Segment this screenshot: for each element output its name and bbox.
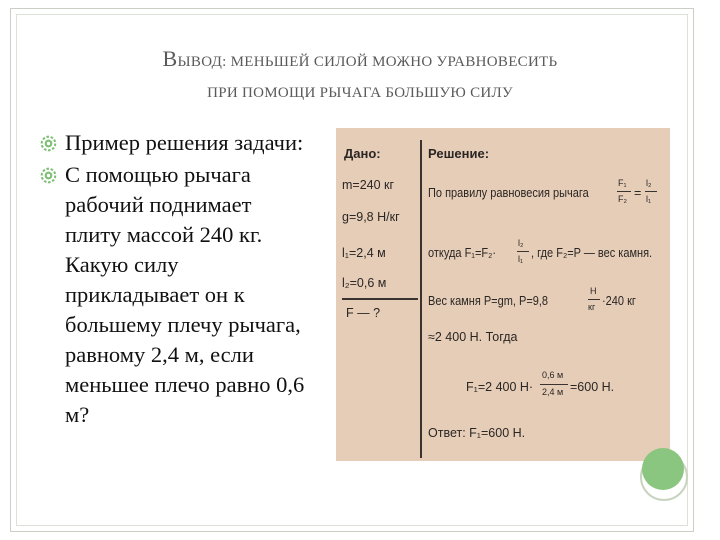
solution-header: Решение: xyxy=(428,146,490,161)
rule-frac1-den: F₂ xyxy=(618,194,627,204)
gear-bullet-icon xyxy=(40,135,57,152)
given-g: g=9,8 Н/кг xyxy=(342,210,400,224)
rule-frac2-bar xyxy=(645,191,657,192)
scan-divider xyxy=(420,140,422,458)
whence-frac-bar xyxy=(517,251,529,252)
bullet-text: Пример решения задачи: xyxy=(65,130,304,155)
weight-line: Вес камня P=gm, P=9,8 xyxy=(428,294,549,308)
given-mass: m=240 кг xyxy=(342,178,395,192)
title-line-1-text: : МЕНЬШЕЙ СИЛОЙ МОЖНО УРАВНОВЕСИТЬ xyxy=(222,54,558,70)
title-line-2-text: ПРИ ПОМОЩИ РЫЧАГА БОЛЬШУЮ СИЛУ xyxy=(207,85,513,101)
equals-sign: = xyxy=(634,186,642,200)
weight-frac-bar xyxy=(588,299,600,300)
rule-frac1-bar xyxy=(617,191,631,192)
solution-scan-image xyxy=(336,128,670,461)
bullet-text: С помощью рычага рабочий поднимает плиту массой 240 кг. Какую силу прикладывает он к большему плечу рычага, равному 2,4 м, если меньшее плечо равно 0,6 м? xyxy=(65,162,305,427)
weight-tail: ·240 кг xyxy=(602,294,636,308)
given-separator xyxy=(342,298,418,300)
weight-frac-den: кг xyxy=(588,302,596,312)
whence-line: откуда F₁=F₂· xyxy=(428,246,497,260)
whence-frac-num: l₂ xyxy=(518,238,524,248)
bullet-list xyxy=(40,128,310,432)
calc-frac-bar xyxy=(540,384,568,385)
gear-bullet-icon xyxy=(40,167,57,184)
slide-title-line-2 xyxy=(0,84,720,102)
slide-title-line-1 xyxy=(0,46,720,72)
rule-frac2-num: l₂ xyxy=(646,178,652,188)
calc-prefix: F₁=2 400 Н· xyxy=(466,380,534,394)
given-unknown: F — ? xyxy=(346,306,381,320)
rule-line: По правилу равновесия рычага xyxy=(428,186,589,200)
calc-result: =600 Н. xyxy=(570,380,615,394)
answer-line: Ответ: F₁=600 Н. xyxy=(428,426,526,440)
whence-tail: , где F₂=P — вес камня. xyxy=(531,246,653,260)
weight-frac-num: Н xyxy=(590,286,597,296)
title-capital: В xyxy=(162,46,178,71)
rule-frac2-den: l₁ xyxy=(646,194,652,204)
approx-line: ≈2 400 Н. Тогда xyxy=(428,330,518,344)
given-l1: l₁=2,4 м xyxy=(342,246,386,260)
title-word-rest: ЫВОД xyxy=(177,54,223,70)
calc-frac-num: 0,6 м xyxy=(542,370,564,380)
whence-frac-den: l₁ xyxy=(518,254,524,264)
given-l2: l₂=0,6 м xyxy=(342,276,387,290)
calc-frac-den: 2,4 м xyxy=(542,387,564,397)
rule-frac1-num: F₁ xyxy=(618,178,627,188)
bullet-item xyxy=(40,160,310,430)
bullet-item xyxy=(40,128,310,158)
decor-green-circle xyxy=(642,448,684,490)
given-header: Дано: xyxy=(344,146,381,161)
